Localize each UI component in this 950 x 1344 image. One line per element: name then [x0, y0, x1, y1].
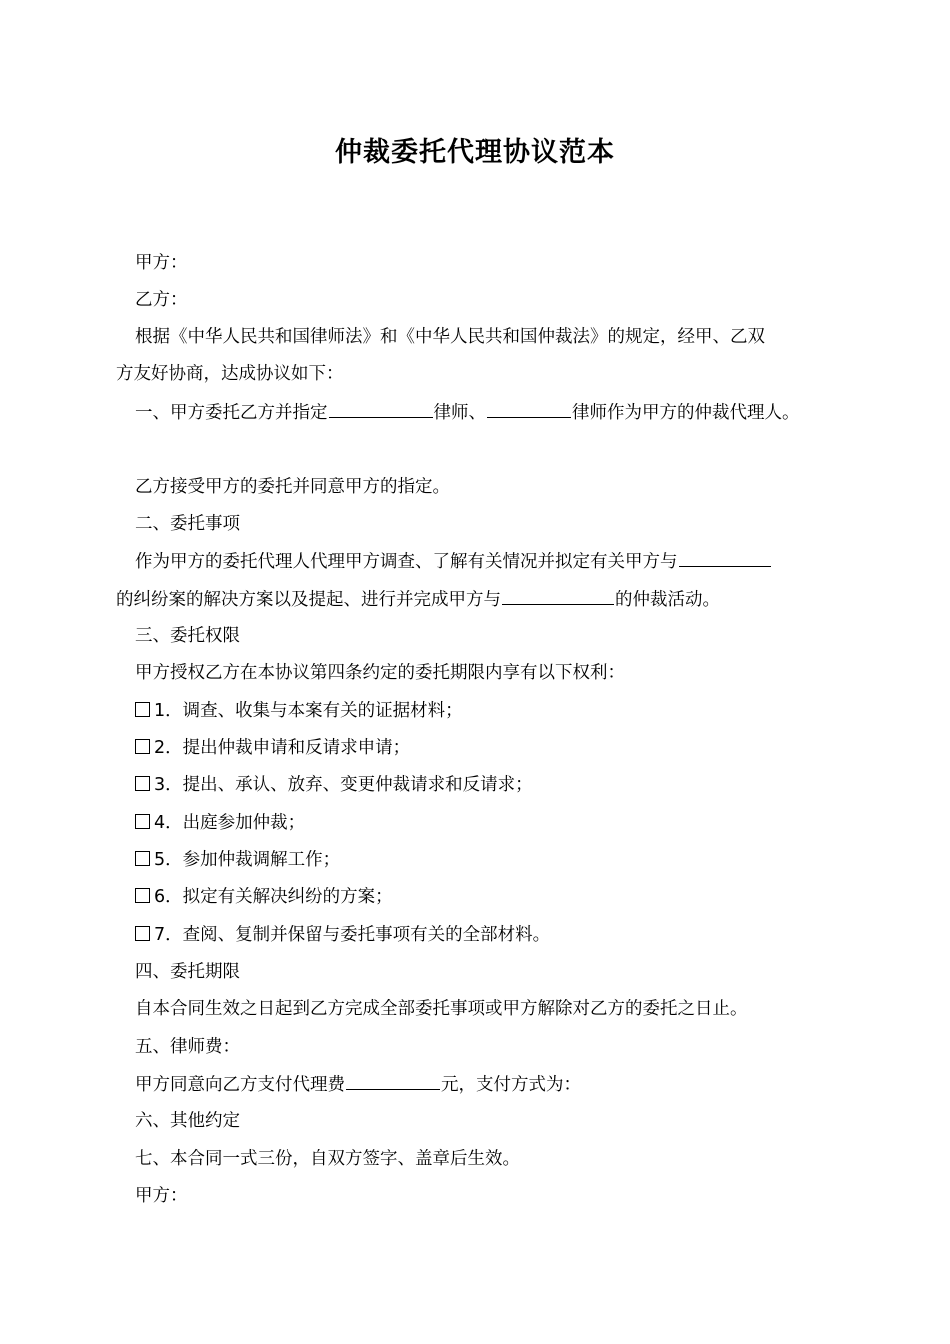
clause-1-text-pre: 一、甲方委托乙方并指定 — [135, 403, 328, 423]
party-b-label: 乙方： — [135, 290, 188, 310]
preamble-line-2: 方友好协商，达成协议如下： — [116, 364, 344, 384]
section-2-heading: 二、委托事项 — [135, 514, 240, 534]
section-4-text: 自本合同生效之日起到乙方完成全部委托事项或甲方解除对乙方的委托之日止。 — [135, 999, 748, 1019]
section-2-line-1-text: 作为甲方的委托代理人代理甲方调查、了解有关情况并拟定有关甲方与 — [135, 552, 678, 572]
power-item-text: 1．调查、收集与本案有关的证据材料； — [154, 701, 463, 721]
preamble-line-1: 根据《中华人民共和国律师法》和《中华人民共和国仲裁法》的规定，经甲、乙双 — [135, 327, 765, 347]
power-item-text: 6．拟定有关解决纠纷的方案； — [154, 887, 393, 907]
power-item-text: 5．参加仲裁调解工作； — [154, 850, 341, 870]
checkbox-icon[interactable] — [135, 776, 150, 791]
checkbox-icon[interactable] — [135, 702, 150, 717]
clause-1-text-post: 律师作为甲方的仲裁代理人。 — [572, 403, 800, 423]
checkbox-icon[interactable] — [135, 739, 150, 754]
section-6-heading: 六、其他约定 — [135, 1111, 240, 1131]
section-2-line-2-text-pre: 的纠纷案的解决方案以及提起、进行并完成甲方与 — [116, 590, 501, 610]
section-7-text: 七、本合同一式三份，自双方签字、盖章后生效。 — [135, 1149, 520, 1169]
counterparty-blank — [679, 548, 771, 567]
checkbox-icon[interactable] — [135, 851, 150, 866]
section-2-line-2-text-post: 的仲裁活动。 — [615, 590, 720, 610]
section-3-intro: 甲方授权乙方在本协议第四条约定的委托期限内享有以下权利： — [135, 663, 625, 683]
power-item-text: 3．提出、承认、放弃、变更仲裁请求和反请求； — [154, 775, 533, 795]
checkbox-icon[interactable] — [135, 926, 150, 941]
section-5-heading: 五、律师费： — [135, 1037, 240, 1057]
power-item-text: 4．出庭参加仲裁； — [154, 813, 306, 833]
section-2-line-2 — [116, 586, 720, 613]
clause-1-text-mid: 律师、 — [433, 403, 486, 423]
power-item-text: 7．查阅、复制并保留与委托事项有关的全部材料。 — [154, 925, 551, 945]
power-item — [135, 698, 463, 724]
party-a-label: 甲方： — [135, 253, 188, 273]
checkbox-icon[interactable] — [135, 888, 150, 903]
document-title: 仲裁委托代理协议范本 — [335, 137, 615, 168]
power-item — [135, 884, 393, 910]
section-3-heading: 三、委托权限 — [135, 626, 240, 646]
power-item — [135, 772, 533, 798]
power-item — [135, 847, 340, 873]
section-5-fee-line — [135, 1071, 581, 1098]
arbitration-counterparty-blank — [502, 586, 614, 605]
lawyer-2-blank — [487, 399, 571, 418]
power-item-text: 2．提出仲裁申请和反请求申请； — [154, 738, 411, 758]
section-5-text-pre: 甲方同意向乙方支付代理费 — [135, 1075, 345, 1095]
power-item — [135, 735, 410, 761]
section-2-line-1 — [135, 548, 772, 575]
fee-amount-blank — [346, 1071, 440, 1090]
lawyer-1-blank — [329, 399, 433, 418]
signature-party-a: 甲方： — [135, 1186, 188, 1206]
power-item — [135, 810, 305, 836]
section-5-text-post: 元，支付方式为： — [441, 1075, 581, 1095]
clause-1-acceptance: 乙方接受甲方的委托并同意甲方的指定。 — [135, 477, 450, 497]
clause-1-designation — [135, 399, 800, 426]
section-4-heading: 四、委托期限 — [135, 962, 240, 982]
power-item — [135, 922, 550, 948]
checkbox-icon[interactable] — [135, 814, 150, 829]
